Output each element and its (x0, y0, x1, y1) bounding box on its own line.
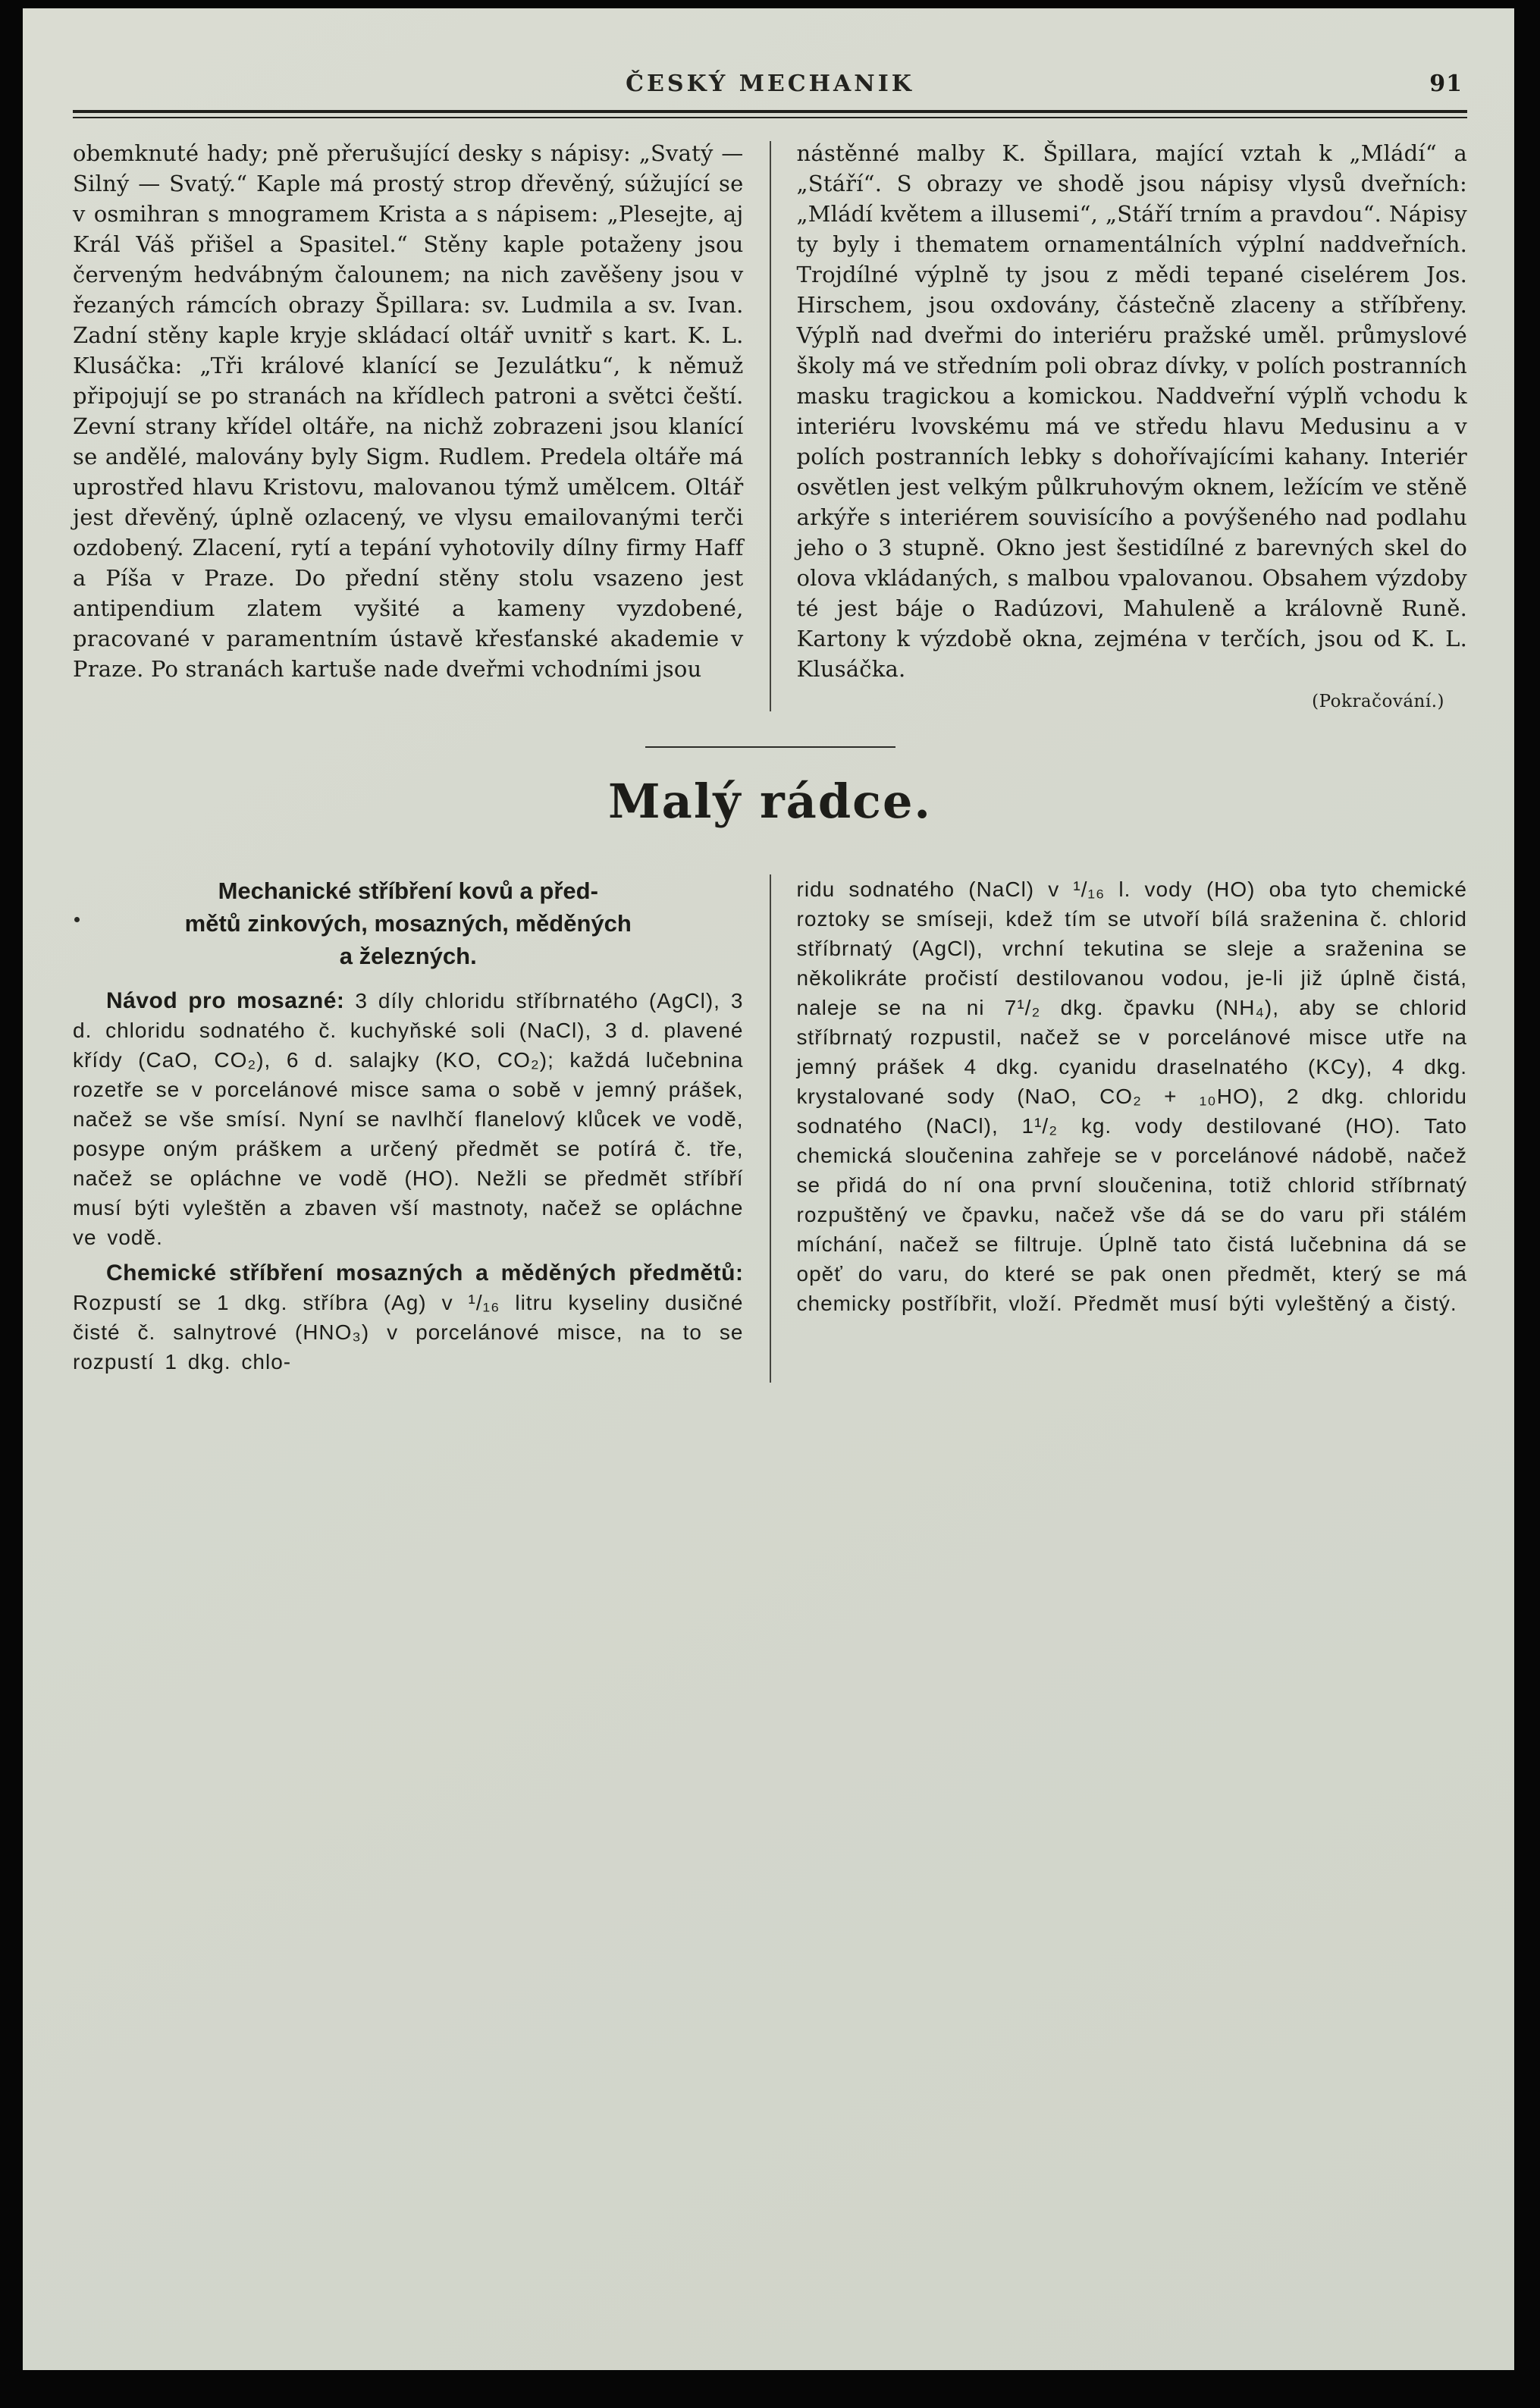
advice-paragraph-chemical (73, 1258, 744, 1377)
advice-paragraph-brass (73, 986, 744, 1252)
brass-instructions-lead: Návod pro mosazné: (106, 988, 345, 1013)
journal-title: ČESKÝ MECHANIK (626, 71, 914, 97)
scanned-page (23, 8, 1514, 2370)
advice-section-title: Malý rádce. (608, 774, 932, 829)
advice-heading-line: Mechanické stříbření kovů a před- (218, 877, 598, 904)
advice-section (73, 874, 1467, 1383)
article-section (73, 138, 1467, 711)
chemical-silvering-lead: Chemické stříbření mosazných a měděných předmětů: (106, 1261, 744, 1286)
article-right-column (797, 138, 1468, 711)
advice-heading-line: mětů zinkových, mosazných, měděných (184, 910, 632, 937)
column-divider (770, 874, 771, 1383)
advice-heading-line: a železných. (339, 943, 477, 969)
chemical-silvering-text: Rozpustí se 1 dkg. stříbra (Ag) v ¹/₁₆ litru kyseliny dusičné čisté č. salnytrové (HNO₃) v porcelánové misce, na to se rozpustí 1 dkg. chlo- (73, 1291, 744, 1374)
column-divider (770, 141, 771, 711)
section-separator-rule (645, 746, 895, 748)
advice-heading (96, 874, 721, 972)
brass-instructions-text: 3 díly chloridu stříbrnatého (AgCl), 3 d. chloridu sodnatého č. kuchyňské soli (NaCl), 3 d. plavené křídy (CaO, CO₂), 6 d. salajky (KO, CO₂); každá lučebnina rozetře se v porcelánové misce sama o sobě v jemný prášek, načež se vše smísí. Nyní se navlhčí flanelový klůcek ve vodě, posype oným práškem a určený předmět se potírá č. tře, načež se opláchne ve vodě (HO). Nežli se předmět stříbří musí býti vyleštěn a zbaven vší mastnoty, načež se opláchne ve vodě. (73, 989, 744, 1249)
page-number: 91 (1429, 71, 1463, 97)
article-left-column (73, 138, 744, 711)
continuation-note: (Pokračování.) (1312, 692, 1444, 711)
advice-left-column (73, 874, 744, 1383)
print-artifact-dot (74, 917, 80, 922)
advice-right-paragraph: ridu sodnatého (NaCl) v ¹/₁₆ l. vody (HO) oba tyto chemické roztoky se smíseji, kdež tím se utvoří bílá sraženina č. chlorid stříbrnatý (AgCl), vrchní tekutina se sleje a sraženina se několikráte pročistí destilovanou vodou, je-li již úplně čistá, naleje se na ni 7¹/₂ dkg. čpavku (NH₄), aby se chlorid stříbrnatý rozpustil, načež se v porcelánové misce utře na jemný prášek 4 dkg. cyanidu draselnatého (KCy), 4 dkg. krystalované sody (NaO, CO₂ + ₁₀HO), 2 dkg. chloridu sodnatého (NaCl), 1¹/₂ kg. vody destilované (HO). Tato chemická sloučenina zahřeje se v porcelánové nádobě, načež se přidá do ní ona první sloučenina, totiž chlorid stříbrnatý rozpuštěný ve čpavku, načež vše dá se do varu při stálém míchání, načež se filtruje. Úplně tato čistá lučebnina dá se opěť do varu, do které se pak onen předmět, který se má chemicky postříbřit, vloží. Předmět musí býti vyleštěný a čistý. (796, 877, 1467, 1315)
advice-right-column (797, 874, 1468, 1383)
article-right-paragraph: nástěnné malby K. Špillara, mající vztah k „Mládí“ a „Stáří“. S obrazy ve shodě jsou nápisy vlysů dveřních: „Mládí květem a illusemi“, „Stáří trním a pravdou“. Nápisy ty byly i thematem ornamentálních výplní naddveřních. Trojdílné výplně ty jsou z mědi tepané ciselérem Jos. Hirschem, jsou oxdovány, částečně zlaceny a stříbřeny. Výplň nad dveřmi do interiéru pražské uměl. průmyslové školy má ve středním poli obraz dívky, v polích postranních masku tragickou a komickou. Naddveřní výplň vchodu k interiéru lvovskému má ve středu hlavu Medusinu a v polích postranních lebky s dohořívajícími kahany. Interiér osvětlen jest velkým půlkruhovým oknem, ležícím ve stěně arkýře s interiérem souvisícího a povýšeného nad podlahu jeho o 3 stupně. Okno jest šestidílné z barevných skel do olova vkládaných, s malbou vpalovanou. Obsahem výzdoby té jest báje o Radúzovi, Mahuleně a královně Runě. Kartony k výzdobě okna, zejména v terčích, jsou od K. L. Klusáčka. (796, 140, 1467, 682)
page-header (73, 71, 1467, 101)
page-content (23, 8, 1514, 1383)
article-left-paragraph: obemknuté hady; pně přerušující desky s nápisy: „Svatý — Silný — Svatý.“ Kaple má prostý strop dřevěný, súžující se v osmihran s mnogramem Krista a s nápisem: „Plesejte, aj Král Váš přišel a Spasitel.“ Stěny kaple potaženy jsou červeným hedvábným čalounem; na nich zavěšeny jsou v řezaných rámcích obrazy Špillara: sv. Ludmila a sv. Ivan. Zadní stěny kaple kryje skládací oltář uvnitř s kart. K. L. Klusáčka: „Tři králové klanící se Jezulátku“, k němuž připojují se po stranách na křídlech patroni a světci čeští. Zevní strany křídel oltáře, na nichž zobrazeni jsou klanící se andělé, malovány byly Sigm. Rudlem. Predela oltáře má uprostřed hlavu Kristovu, malovanou týmž umělcem. Oltář jest dřevěný, úplně ozlacený, ve vlysu emailovanými terči ozdobený. Zlacení, rytí a tepání vyhotovily dílny firmy Haff a Píša v Praze. Do přední stěny stolu vsazeno jest antipendium zlatem vyšité a kameny vyzdobené, pracované v paramentním ústavě křesťanské akademie v Praze. Po stranách kartuše nade dveřmi vchodními jsou (73, 140, 744, 682)
header-double-rule (73, 110, 1467, 118)
